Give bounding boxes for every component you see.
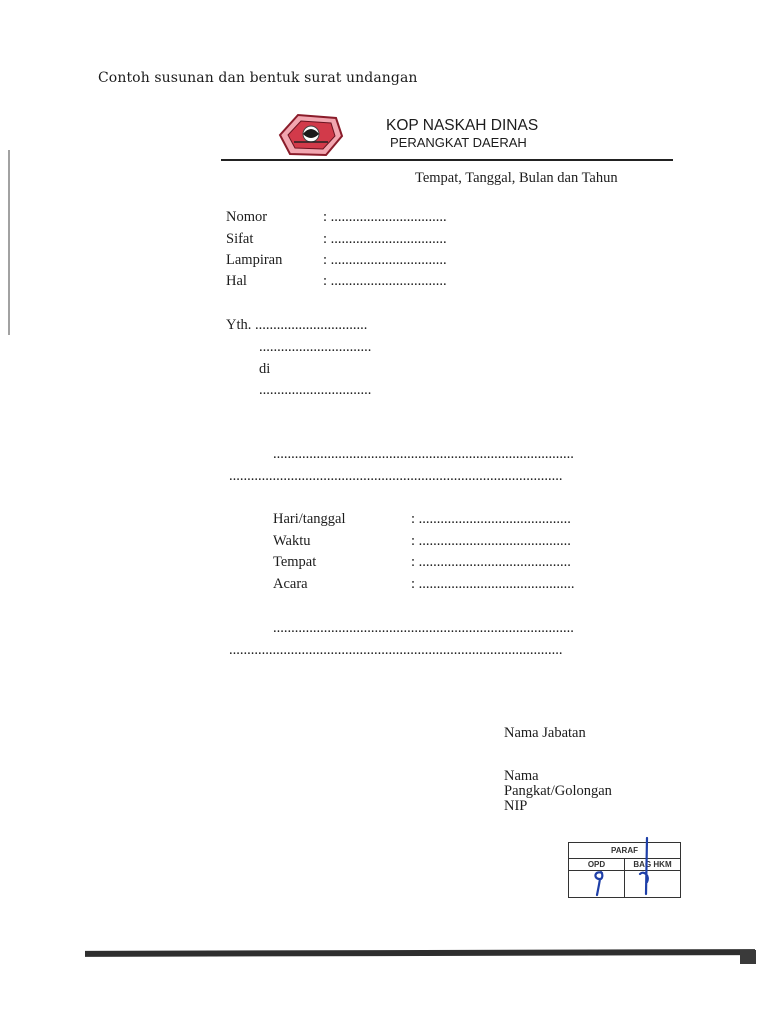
meta-label-hal: Hal xyxy=(226,273,247,289)
meta-label-lampiran: Lampiran xyxy=(226,252,283,268)
meta-value-nomor: : ................................ xyxy=(323,209,447,225)
regional-emblem-icon xyxy=(276,112,344,158)
place-date: Tempat, Tanggal, Bulan dan Tahun xyxy=(415,170,618,186)
scan-edge-mark xyxy=(8,150,10,335)
caption: Contoh susunan dan bentuk surat undangan xyxy=(98,70,418,86)
paraf-col-bag-hkm: BAG HKM xyxy=(625,859,681,871)
meta-label-nomor: Nomor xyxy=(226,209,268,225)
body-paragraph-2-line-1: ................................................................................... xyxy=(273,620,574,636)
detail-value-tempat: : .......................................... xyxy=(411,554,571,570)
paraf-table xyxy=(568,842,681,898)
addressee-line-4: ............................... xyxy=(259,382,372,398)
detail-value-hari: : .......................................... xyxy=(411,511,571,527)
body-paragraph-1-line-1: ................................................................................... xyxy=(273,446,574,462)
meta-value-lampiran: : ................................ xyxy=(323,252,447,268)
meta-label-sifat: Sifat xyxy=(226,231,254,247)
signature-nip: NIP xyxy=(504,798,528,814)
body-paragraph-2-line-2: ............................................................................................ xyxy=(229,642,563,658)
detail-value-acara: : ........................................... xyxy=(411,576,575,592)
detail-value-waktu: : .......................................... xyxy=(411,533,571,549)
detail-label-waktu: Waktu xyxy=(273,533,311,549)
paraf-col-opd: OPD xyxy=(569,859,625,871)
paraf-title: PARAF xyxy=(569,843,681,859)
scan-bottom-edge xyxy=(85,949,755,957)
detail-label-tempat: Tempat xyxy=(273,554,317,570)
letterhead-rule xyxy=(221,159,673,161)
kop-subtitle: PERANGKAT DAERAH xyxy=(390,135,527,150)
kop-title: KOP NASKAH DINAS xyxy=(386,117,539,134)
body-paragraph-1-line-2: ............................................................................................ xyxy=(229,468,563,484)
handwritten-initial-opd xyxy=(590,868,608,898)
scan-bottom-corner xyxy=(740,950,756,964)
detail-label-hari: Hari/tanggal xyxy=(273,511,346,527)
addressee-yth: Yth. ............................... xyxy=(226,317,368,333)
handwritten-initial-bag-hkm xyxy=(636,836,658,900)
signature-rank: Pangkat/Golongan xyxy=(504,783,612,799)
meta-value-hal: : ................................ xyxy=(323,273,447,289)
meta-value-sifat: : ................................ xyxy=(323,231,447,247)
signature-name: Nama xyxy=(504,768,539,784)
detail-label-acara: Acara xyxy=(273,576,308,592)
addressee-di: di xyxy=(259,361,271,377)
addressee-line-2: ............................... xyxy=(259,339,372,355)
signature-position: Nama Jabatan xyxy=(504,725,586,741)
